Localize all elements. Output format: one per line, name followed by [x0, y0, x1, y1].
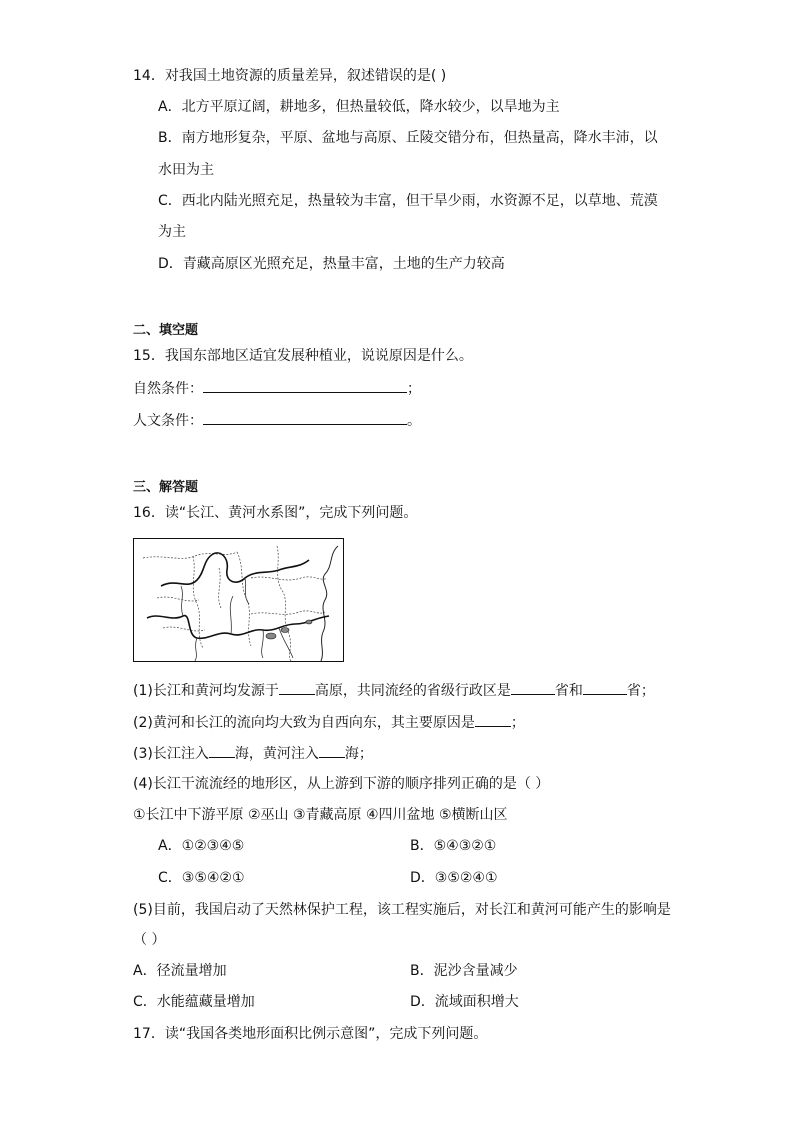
q14-option-a[interactable]: A．北方平原辽阔，耕地多，但热量较低，降水较少，以旱地为主: [158, 99, 560, 115]
q14-option-c-cont: 为主: [158, 224, 186, 240]
q16-part4-option-c[interactable]: C．③⑤④②①: [158, 870, 245, 886]
q14-option-b[interactable]: B．南方地形复杂，平原、盆地与高原、丘陵交错分布，但热量高，降水丰沛，以: [158, 130, 658, 146]
q16-part4-stem: (4)长江干流流经的地形区，从上游到下游的顺序排列正确的是（ ）: [133, 776, 550, 792]
q16-part1-text-b: 高原，共同流经的省级行政区是: [314, 683, 511, 699]
q16-part4-option-a[interactable]: A．①②③④⑤: [158, 838, 245, 854]
q16-part3-text-b: 海，黄河注入: [234, 746, 319, 762]
q16-part3-blank-yangtze[interactable]: [209, 743, 235, 758]
section-title-answer: 三、解答题: [133, 480, 199, 495]
q16-part5-option-a[interactable]: A．径流量增加: [133, 963, 227, 979]
q14-stem: 14．对我国土地资源的质量差异，叙述错误的是( ): [133, 68, 447, 84]
q16-part1-text-c: 省和: [554, 683, 583, 699]
q16-part3: [133, 743, 373, 764]
q14-option-b-cont: 水田为主: [158, 162, 214, 178]
q16-part5-option-c[interactable]: C．水能蕴藏量增加: [133, 994, 255, 1010]
q15-natural-row: [133, 378, 421, 399]
q15-natural-blank[interactable]: [203, 378, 407, 393]
q16-part1-blank-plateau[interactable]: [279, 680, 315, 695]
q14-option-c[interactable]: C．西北内陆光照充足，热量较为丰富，但干旱少雨，水资源不足，以草地、荒漠: [158, 193, 658, 209]
q16-part5-option-d[interactable]: D．流域面积增大: [410, 994, 519, 1010]
q15-human-label: 人文条件：: [133, 413, 203, 429]
q16-part5-paren: （ ）: [133, 932, 166, 948]
q14-option-d[interactable]: D．青藏高原区光照充足，热量丰富，土地的生产力较高: [158, 256, 505, 272]
q16-part2-blank[interactable]: [475, 712, 511, 727]
q15-human-blank[interactable]: [203, 410, 407, 425]
q15-human-end: 。: [407, 413, 421, 429]
q15-human-row: [133, 410, 421, 431]
q17-stem: 17．读“我国各类地形面积比例示意图”，完成下列问题。: [133, 1026, 488, 1042]
q16-part5-option-b[interactable]: B．泥沙含量减少: [410, 963, 518, 979]
q16-part1-blank-province1[interactable]: [511, 680, 555, 695]
q15-natural-end: ；: [407, 381, 421, 397]
section-title-fill-blank: 二、填空题: [133, 323, 199, 338]
river-system-map-icon: [133, 538, 344, 662]
q16-part2: [133, 712, 525, 733]
q16-part3-text-a: (3)长江注入: [133, 746, 209, 762]
q16-part4-items: ①长江中下游平原 ②巫山 ③青藏高原 ④四川盆地 ⑤横断山区: [133, 807, 508, 823]
q16-part1-text-a: (1)长江和黄河均发源于: [133, 683, 279, 699]
q16-part3-blank-yellow[interactable]: [319, 743, 345, 758]
q16-stem: 16．读“长江、黄河水系图”，完成下列问题。: [133, 505, 418, 521]
q15-natural-label: 自然条件：: [133, 381, 203, 397]
q16-part1-blank-province2[interactable]: [583, 680, 627, 695]
q16-part2-text-a: (2)黄河和长江的流向均大致为自西向东，其主要原因是: [133, 715, 475, 731]
q16-part4-option-b[interactable]: B．⑤④③②①: [410, 838, 497, 854]
q16-part1: [133, 680, 655, 701]
q16-part3-text-c: 海；: [344, 746, 373, 762]
q16-part1-text-d: 省；: [626, 683, 655, 699]
q16-part2-text-b: ；: [510, 715, 525, 731]
q15-stem: 15．我国东部地区适宜发展种植业，说说原因是什么。: [133, 348, 473, 364]
q16-part4-option-d[interactable]: D．③⑤②④①: [410, 870, 498, 886]
q16-part5-stem: (5)目前，我国启动了天然林保护工程，该工程实施后，对长江和黄河可能产生的影响是: [133, 902, 671, 918]
